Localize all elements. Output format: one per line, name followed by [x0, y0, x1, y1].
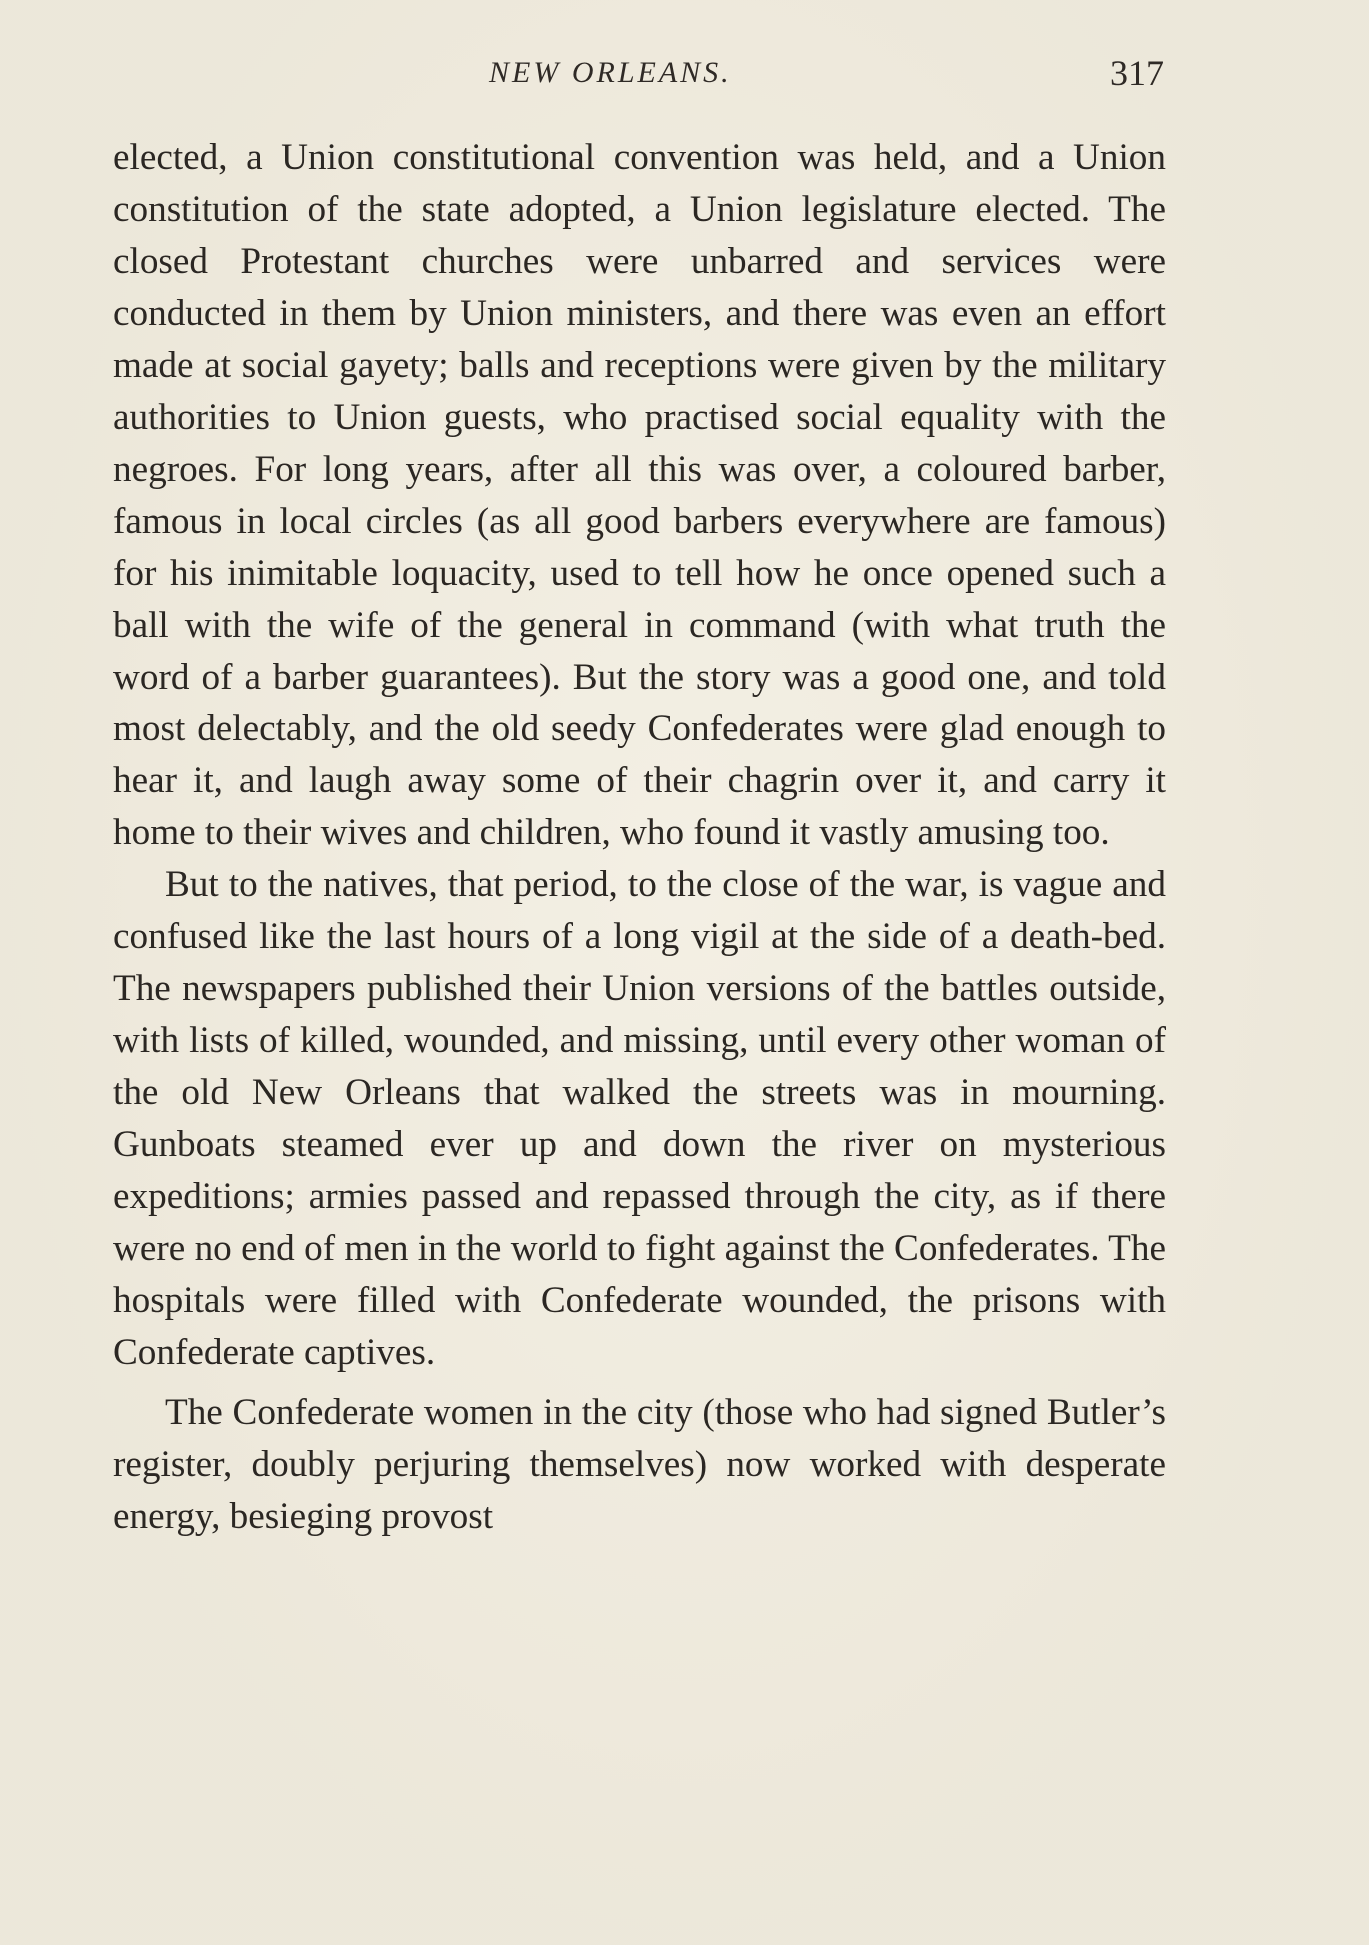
paragraph-confederate-women: The Confederate women in the city (those who had signed Butler’s register, doubly perjuring themselves) now worked with desperate energy, besieging provost — [113, 1391, 1166, 1537]
paragraph-natives: But to the natives, that period, to the close of the war, is vague and confused like the last hours of a long vigil at the side of a death-bed. The newspapers published their Union versions of the battles outside, with lists of killed, wounded, and missing, until every other woman of the old New Orleans that walked the streets was in mourning. Gunboats steamed ever up and down the river on mysterious expeditions; armies passed and repassed through the city, as if there were no end of men in the world to fight against the Confederates. The hospitals were filled with Confederate wounded, the prisons with Confederate captives. — [113, 864, 1166, 1373]
paragraph-continued: elected, a Union constitutional convention was held, and a Union constitution of the state adopted, a Union legislature elected. The closed Protestant churches were unbarred and services were conducted in them by Union ministers, and there was even an effort made at social gayety; balls and receptions were given by the military authorities to Union guests, who practised social equality with the negroes. For long years, after all this was over, a coloured barber, famous in local circles (as all good barbers everywhere are famous) for his inimitable loquacity, used to tell how he once opened such a ball with the wife of the general in command (with what truth the word of a barber guarantees). But the story was a good one, and told most delectably, and the old seedy Confederates were glad enough to hear it, and laugh away some of their chagrin over it, and carry it home to their wives and children, who found it vastly amusing too. — [113, 137, 1166, 854]
body-text — [113, 132, 1166, 1543]
page-number: 317 — [1110, 53, 1164, 93]
running-title: NEW ORLEANS. — [489, 56, 732, 89]
running-head — [114, 52, 1164, 102]
